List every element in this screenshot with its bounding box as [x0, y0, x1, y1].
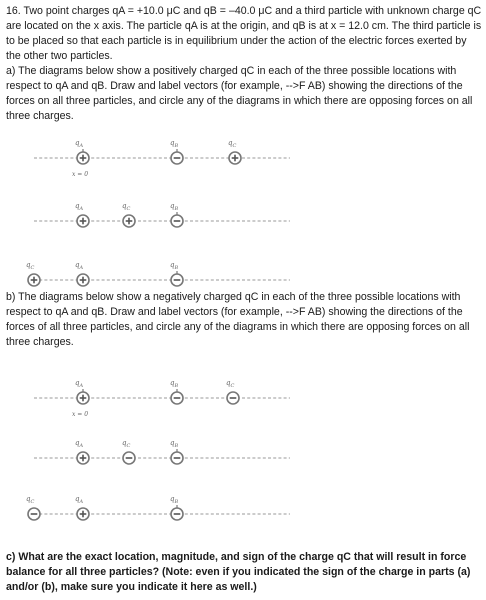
label-qb: $q_B$: [170, 139, 179, 149]
problem-intro: 16. Two point charges qA = +10.0 μC and qB = –40.0 μC and a third particle with unknown charge qC are located on the x axis. The particle qA is at the origin, and qB is at x = 12.0 cm. The third particle is to be placed so that each particle is in equilibrium under the action of the electric forces exerted by the other two particles.: [6, 5, 482, 63]
part-b-text: b) The diagrams below show a negatively charged qC in each of the three possible locations with respect to qA and qB. Draw and label vectors (for example, -->F AB) showing the directions of the forces of all three particles, and circle any of the diagrams in which there are opposing forces on all three charges.: [6, 291, 470, 349]
charge-qc: [229, 152, 241, 164]
label-qc: $q_C$: [228, 139, 237, 149]
label-qa: $q_A$: [75, 495, 84, 505]
charge-qa: [77, 392, 89, 404]
label-qc: $q_C$: [26, 261, 35, 271]
label-qa: $q_A$: [75, 439, 84, 449]
label-qc: $q_C$: [122, 202, 131, 212]
charge-qb: [171, 452, 183, 464]
diagram-a1: [34, 139, 290, 178]
charge-qa: [77, 274, 89, 286]
label-qc: $q_C$: [226, 379, 235, 389]
label-qc: $q_C$: [26, 495, 35, 505]
charge-qc: [123, 215, 135, 227]
charge-qb: [171, 508, 183, 520]
part-a-text: a) The diagrams below show a positively charged qC in each of the three possible locations with respect to qA and qB. Draw and label vectors (for example, -->F AB) showing the directions of the forces on all three particles, and circle any of the diagrams in which there are opposing forces on all three charges.: [6, 65, 473, 123]
label-qb: $q_B$: [170, 439, 179, 449]
label-qb: $q_B$: [170, 202, 179, 212]
charge-qc: [227, 392, 239, 404]
diagram-b1: [34, 379, 290, 418]
label-qb: $q_B$: [170, 379, 179, 389]
diagram-b2: [34, 439, 290, 464]
charge-qb: [171, 152, 183, 164]
part-c-text: c) What are the exact location, magnitude, and sign of the charge qC that will result in force balance for all three particles? (Note: even if you indicated the sign of the charge in parts (a) and/or (b), make sure you indicate it here as well.): [6, 551, 471, 594]
diagram-a3: [26, 261, 290, 286]
charge-qa: [77, 215, 89, 227]
diagram-a2: [34, 202, 290, 227]
label-qa: $q_A$: [75, 261, 84, 271]
charge-qa: [77, 152, 89, 164]
charge-qa: [77, 452, 89, 464]
origin-label: x = 0: [72, 411, 89, 418]
diagram-b3: [26, 495, 290, 520]
label-qb: $q_B$: [170, 495, 179, 505]
label-qa: $q_A$: [75, 379, 84, 389]
charge-qc: [123, 452, 135, 464]
charge-qa: [77, 508, 89, 520]
label-qa: $q_A$: [75, 139, 84, 149]
charge-qb: [171, 215, 183, 227]
origin-label: x = 0: [72, 171, 89, 178]
charge-qb: [171, 274, 183, 286]
label-qa: $q_A$: [75, 202, 84, 212]
charge-qb: [171, 392, 183, 404]
charge-qc: [28, 508, 40, 520]
label-qc: $q_C$: [122, 439, 131, 449]
charge-qc: [28, 274, 40, 286]
label-qb: $q_B$: [170, 261, 179, 271]
